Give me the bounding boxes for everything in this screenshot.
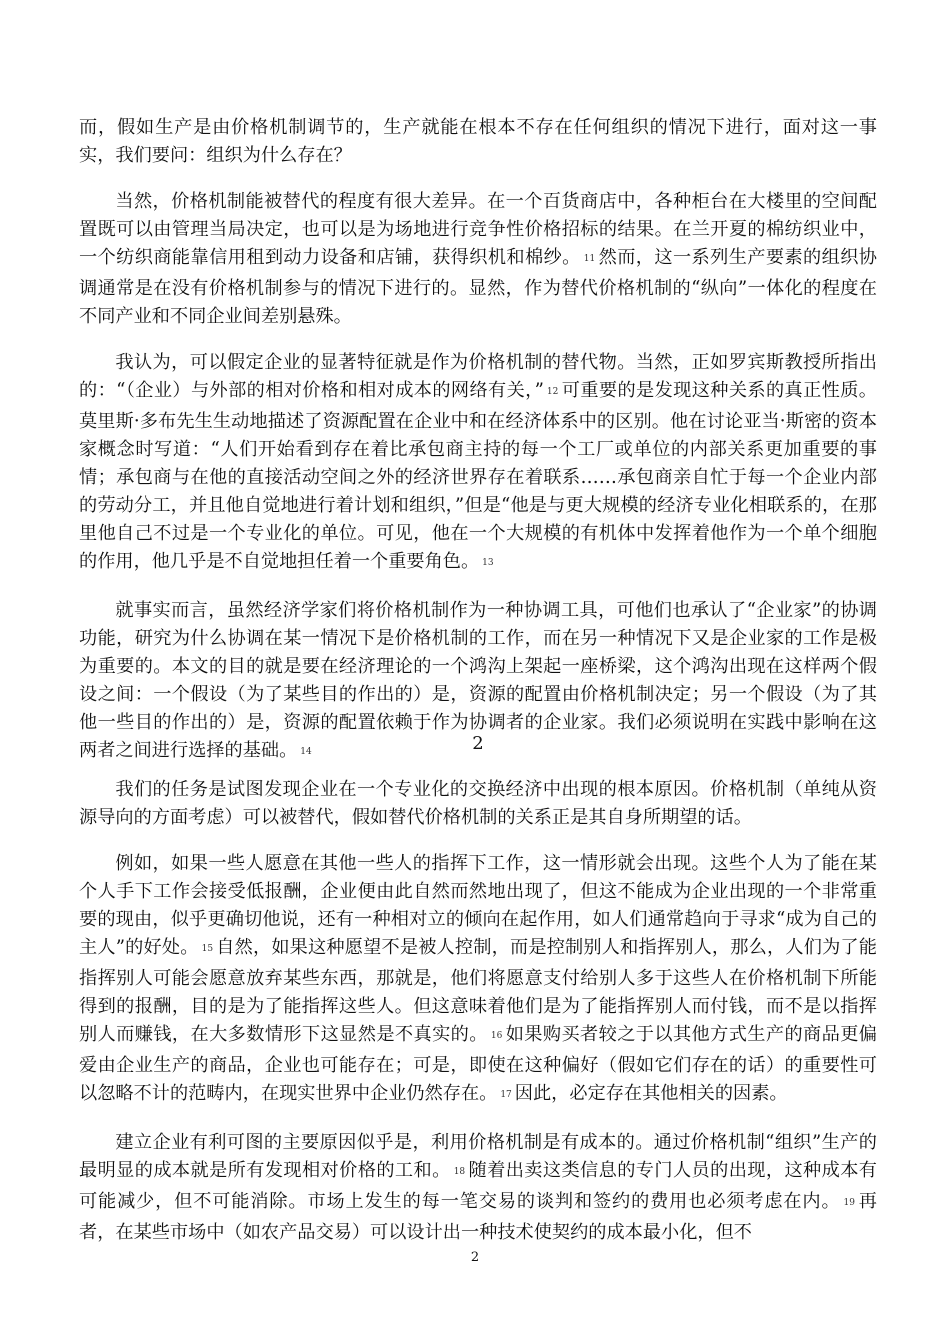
paragraph-text: 例如，如果一些人愿意在其他一些人的指挥下工作，这一情形就会出现。这些个人为了能在某个人手下工作会接受低报酬，企业便由此自然而然地出现了，但这不能成为企业出现的一个非常重要的现由，似乎更确切他说，还有一种相对立的倾向在起作用，如人们通常趋向于寻求“成为自己的主人”的好处。	[79, 853, 877, 958]
paragraph-text: 因此，必定存在其他相关的因素。	[514, 1083, 788, 1104]
footnote-marker: 17	[500, 1090, 512, 1100]
paragraph-text: 再者，在某些市场中（如农产品交易）可以设计出一种技术使契约的成本最小化，但不	[79, 1191, 877, 1243]
paragraph	[79, 1129, 877, 1247]
paragraph-text: 然而，这一系列生产要素的组织协调通常是在没有价格机制参与的情况下进行的。显然，作为替代价格机制的“纵向”一体化的程度在不同产业和不同企业间差别悬殊。	[79, 247, 877, 327]
paragraph	[79, 188, 877, 331]
paragraph-gap	[79, 170, 877, 188]
footnote-marker: 14	[300, 747, 312, 757]
paragraph-text: 建立企业有利可图的主要原因似乎是，利用价格机制是有成本的。通过价格机制“组织”生产的最明显的成本就是所有发现相对价格的工和。	[79, 1132, 877, 1181]
paragraph	[79, 776, 877, 832]
paragraph	[79, 114, 877, 170]
page-number: 2	[470, 1250, 480, 1265]
footnote-marker: 15	[201, 944, 214, 954]
footnote-marker: 18	[453, 1167, 466, 1177]
body-text-bottom	[79, 730, 877, 1247]
paragraph-text: 就事实而言，虽然经济学家们将价格机制作为一种协调工具，可他们也承认了“企业家”的协调功能，研究为什么协调在某一情况下是价格机制的工作，而在另一种情况下又是企业家的工作是极为重要的。本文的目的就是要在经济理论的一个鸿沟上架起一座桥梁，这个鸿沟出现在这样两个假设之间：一个假设（为了某些目的作出的）是，资源的配置由价格机制决定；另一个假设（为了其他一些目的作出的）是，资源的配置依赖于作为协调者的企业家。我们必须说明在实践中影响在这两者之间进行选择的基础。	[79, 600, 877, 761]
paragraph-text: 而，假如生产是由价格机制调节的，生产就能在根本不存在任何组织的情况下进行，面对这一事实，我们要问：组织为什么存在？	[79, 117, 877, 166]
footnote-marker: 12	[546, 387, 559, 397]
paragraph-gap	[79, 1111, 877, 1129]
section-heading: 2	[472, 733, 484, 754]
paragraph-gap	[79, 832, 877, 850]
footnote-marker: 13	[482, 558, 494, 568]
footnote-marker: 16	[490, 1031, 503, 1041]
paragraph-text: 可重要的是发现这种关系的真正性质。莫里斯·多布先生生动地描述了资源配置在企业中和在经济体系中的区别。他在讨论亚当·斯密的资本家概念时写道：“人们开始看到存在着比承包商主持的每一个工厂或单位的内部关系更加重要的事情；承包商与在他的直接活动空间之外的经济世界存在着联系……承包商亲自忙于每一个企业内部的劳动分工，并且他自觉地进行着计划和组织，”但是“他是与更大规模的经济专业化相联系的，在那里他自己不过是一个专业化的单位。可见，他在一个大规模的有机体中发挥着他作为一个单个细胞的作用，他几乎是不自觉地担任着一个重要角色。	[79, 380, 877, 572]
paragraph-text: 如果购买者较之于以其他方式生产的商品更偏爱由企业生产的商品，企业也可能存在；可是，即使在这种偏好（假如它们存在的话）的重要性可以忽略不计的范畴内，在现实世界中企业仍然存在。	[79, 1024, 877, 1104]
paragraph-text: 自然，如果这种愿望不是被人控制，而是控制别人和指挥别人，那么，人们为了能指挥别人可能会愿意放弃某些东西，那就是，他们将愿意支付给别人多于这些人在价格机制下所能得到的报酬，目的是为了能指挥这些人。但这意味着他们是为了能指挥别人而付钱，而不是以指挥别人而赚钱，在大多数情形下这显然是不真实的。	[79, 937, 877, 1045]
paragraph	[79, 850, 877, 1111]
paragraph-text: 随着出卖这类信息的专门人员的出现，这种成本有可能减少，但不可能消除。市场上发生的每一笔交易的谈判和签约的费用也必须考虑在内。	[79, 1160, 877, 1212]
body-text-top	[79, 114, 877, 768]
paragraph-text: 我认为，可以假定企业的显著特征就是作为价格机制的替代物。当然，正如罗宾斯教授所指出的：“（企业）与外部的相对价格和相对成本的网络有关，”	[79, 352, 877, 401]
footnote-marker: 19	[843, 1198, 855, 1208]
paragraph-text: 当然，价格机制能被替代的程度有很大差异。在一个百货商店中，各种柜台在大楼里的空间配置既可以由管理当局决定，也可以是为场地进行竞争性价格招标的结果。在兰开夏的棉纺织业中，一个纺织商能靠信用租到动力设备和店铺，获得织机和棉纱。	[79, 191, 877, 268]
paragraph-gap	[79, 331, 877, 349]
heading-gap	[79, 758, 877, 776]
paragraph	[79, 349, 877, 579]
footnote-marker: 11	[583, 254, 596, 264]
paragraph-text: 我们的任务是试图发现企业在一个专业化的交换经济中出现的根本原因。价格机制（单纯从资源导向的方面考虑）可以被替代，假如替代价格机制的关系正是其自身所期望的话。	[79, 779, 877, 828]
paragraph-gap	[79, 579, 877, 597]
